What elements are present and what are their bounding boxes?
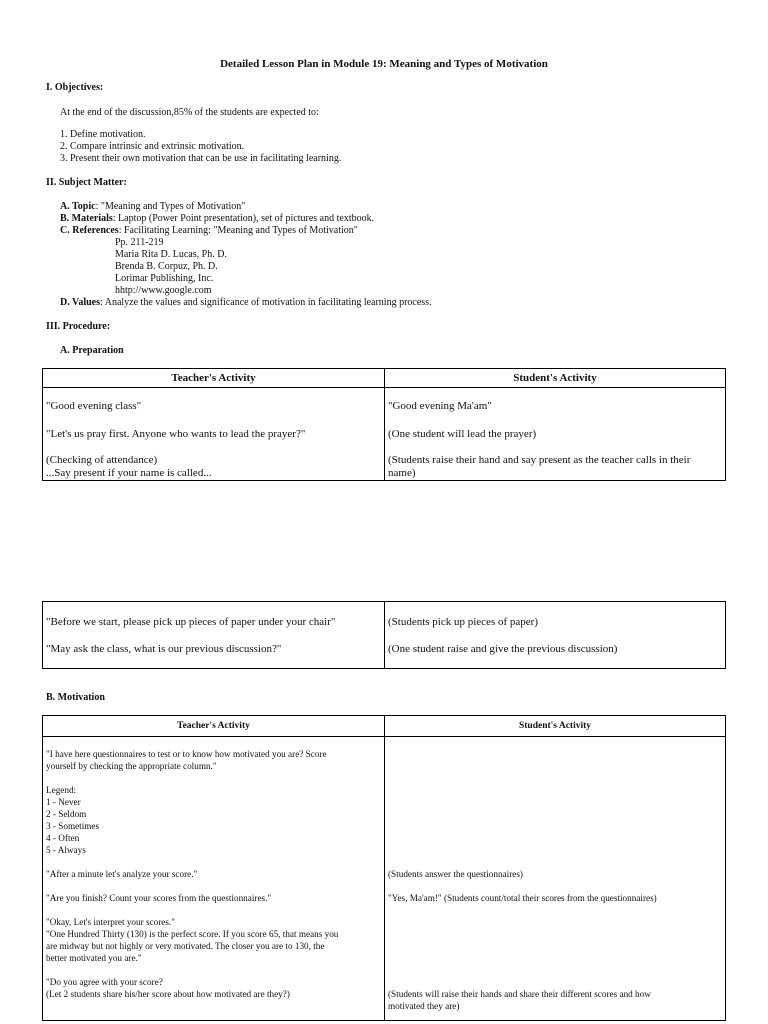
legend-item: 3 - Sometimes xyxy=(46,821,100,831)
reference-publisher: Lorimar Publishing, Inc. xyxy=(115,273,214,284)
teacher-line: "Let's us pray first. Anyone who wants to lead the prayer?" xyxy=(46,428,306,440)
page-title: Detailed Lesson Plan in Module 19: Meaning and Types of Motivation xyxy=(220,58,548,70)
teacher-line: (Let 2 students share his/her score about how motivated are they?) xyxy=(46,989,290,999)
student-line: (Students raise their hand and say present as the teacher calls in their xyxy=(388,454,691,466)
objective-item: 2. Compare intrinsic and extrinsic motivation. xyxy=(60,141,245,152)
student-line: "Yes, Ma'am!" (Students count/total their scores from the questionnaires) xyxy=(388,893,657,903)
procedure-heading: III. Procedure: xyxy=(46,321,111,332)
student-activity-header: Student's Activity xyxy=(385,369,726,388)
teacher-activity-cell xyxy=(43,602,385,669)
teacher-line: "One Hundred Thirty (130) is the perfect score. If you score 65, that means you xyxy=(46,929,339,939)
teacher-activity-cell xyxy=(43,737,385,1021)
teacher-line: are midway but not highly or very motivated. The closer you are to 130, the xyxy=(46,941,325,951)
motivation-table xyxy=(42,715,726,1021)
teacher-line: "May ask the class, what is our previous discussion?" xyxy=(46,643,282,655)
teacher-line: "After a minute let's analyze your score." xyxy=(46,869,198,879)
student-activity-cell xyxy=(385,737,726,1021)
teacher-line: "Good evening class" xyxy=(46,400,142,412)
student-activity-header: Student's Activity xyxy=(385,716,726,737)
objective-item: 3. Present their own motivation that can be use in facilitating learning. xyxy=(60,153,342,164)
teacher-line: "I have here questionnaires to test or to know how motivated you are? Score xyxy=(46,749,327,759)
student-line: motivated they are) xyxy=(388,1001,460,1011)
teacher-line: "Are you finish? Count your scores from the questionnaires." xyxy=(46,893,272,903)
reference-url: hhtp://www.google.com xyxy=(115,285,212,296)
student-line: name) xyxy=(388,467,416,479)
teacher-activity-header: Teacher's Activity xyxy=(43,716,385,737)
objectives-heading: I. Objectives: xyxy=(46,82,104,93)
teacher-line: "Okay, Let's interpret your scores." xyxy=(46,917,175,927)
reference-author: Brenda B. Corpuz, Ph. D. xyxy=(115,261,218,272)
teacher-line: better motivated you are." xyxy=(46,953,142,963)
preparation-table xyxy=(42,368,726,481)
teacher-line: "Do you agree with your score? xyxy=(46,977,163,987)
reference-author: Maria Rita D. Lucas, Ph. D. xyxy=(115,249,227,260)
references-line: C. References: Facilitating Learning: "Meaning and Types of Motivation" xyxy=(60,225,358,236)
subject-matter-heading: II. Subject Matter: xyxy=(46,177,127,188)
objective-item: 1. Define motivation. xyxy=(60,129,146,140)
student-line: (One student will lead the prayer) xyxy=(388,428,537,440)
student-line: (Students will raise their hands and share their different scores and how xyxy=(388,989,651,999)
legend-item: 2 - Seldom xyxy=(46,809,87,819)
student-line: (One student raise and give the previous discussion) xyxy=(388,643,618,655)
student-activity-cell xyxy=(385,388,726,481)
teacher-line: "Before we start, please pick up pieces of paper under your chair" xyxy=(46,616,336,628)
teacher-line: yourself by checking the appropriate column." xyxy=(46,761,217,771)
legend-label: Legend: xyxy=(46,785,77,795)
objectives-intro: At the end of the discussion,85% of the students are expected to: xyxy=(60,107,319,118)
teacher-activity-header: Teacher's Activity xyxy=(43,369,385,388)
preparation-heading: A. Preparation xyxy=(60,345,124,356)
student-activity-cell xyxy=(385,602,726,669)
teacher-activity-cell xyxy=(43,388,385,481)
materials-line: B. Materials: Laptop (Power Point presentation), set of pictures and textbook. xyxy=(60,213,375,224)
legend-item: 4 - Often xyxy=(46,833,80,843)
student-line: "Good evening Ma'am" xyxy=(388,400,492,412)
student-line: (Students pick up pieces of paper) xyxy=(388,616,538,628)
preparation-table-continued xyxy=(42,601,726,669)
legend-item: 5 - Always xyxy=(46,845,86,855)
student-line: (Students answer the questionnaires) xyxy=(388,869,523,879)
topic-line: A. Topic: "Meaning and Types of Motivation" xyxy=(60,201,246,212)
reference-pages: Pp. 211-219 xyxy=(115,237,164,248)
motivation-heading: B. Motivation xyxy=(46,692,105,703)
teacher-line: (Checking of attendance) xyxy=(46,454,158,466)
values-line: D. Values: Analyze the values and significance of motivation in facilitating learning process. xyxy=(60,297,432,308)
teacher-line: ...Say present if your name is called... xyxy=(46,467,212,479)
legend-item: 1 - Never xyxy=(46,797,81,807)
